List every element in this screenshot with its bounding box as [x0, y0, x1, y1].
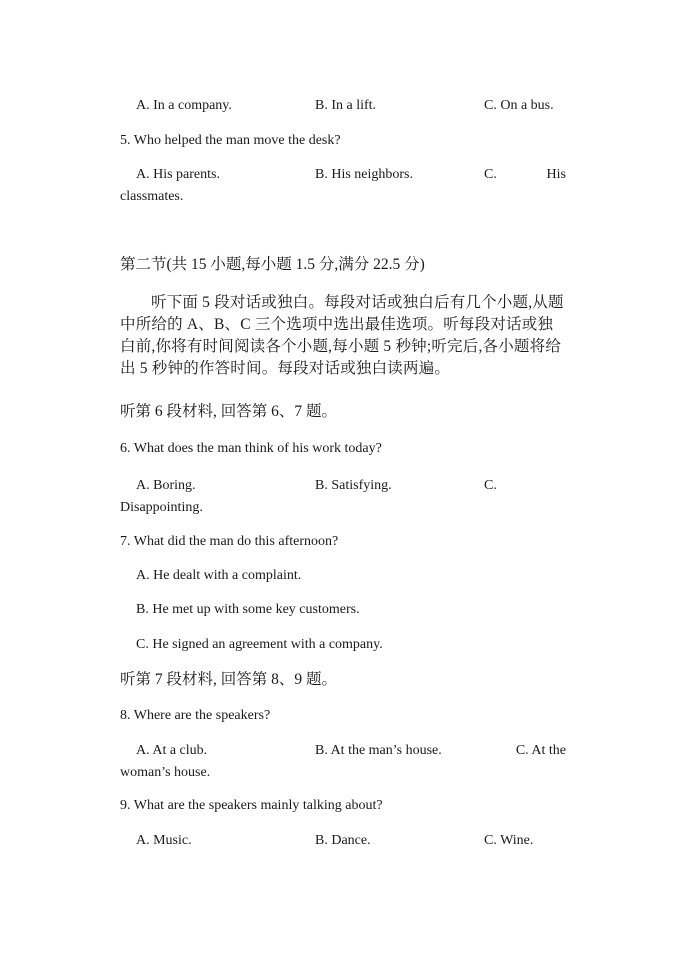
- q5-options: [120, 166, 566, 183]
- q8-option-c-continued: woman’s house.: [120, 765, 211, 780]
- q9-option-b: B. Dance.: [315, 833, 371, 848]
- q5-option-b: B. His neighbors.: [315, 167, 413, 182]
- section2-heading: 第二节(共 15 小题,每小题 1.5 分,满分 22.5 分): [120, 256, 425, 273]
- instructions-text: 听下面 5 段对话或独白。每段对话或独白后有几个小题,从题中所给的 A、B、C 三个选项中选出最佳选项。听每段对话或独白前,你将有时间阅读各个小题,每小题 5 秒钟;听完后,各小题将给出 5 秒钟的作答时间。每段对话或独白读两遍。: [120, 294, 564, 377]
- q6-options: [120, 477, 566, 494]
- q6-option-b: B. Satisfying.: [315, 478, 392, 493]
- q4-options: [120, 97, 566, 114]
- section2-instructions: [120, 292, 568, 380]
- q8-option-c: C. At the: [515, 743, 566, 758]
- q8-options: [120, 742, 566, 759]
- q7-stem: 7. What did the man do this afternoon?: [120, 534, 339, 549]
- q6-option-a: A. Boring.: [136, 478, 196, 493]
- q8-option-b: B. At the man’s house.: [315, 743, 442, 758]
- q9-option-a: A. Music.: [136, 833, 192, 848]
- q5-option-c-letter: C.: [484, 167, 497, 182]
- material6-heading: 听第 6 段材料, 回答第 6、7 题。: [120, 403, 338, 420]
- q6-option-c-continued: Disappointing.: [120, 500, 203, 515]
- q9-option-c: C. Wine.: [484, 833, 534, 848]
- material7-heading: 听第 7 段材料, 回答第 8、9 题。: [120, 671, 338, 688]
- q5-option-c-word: His: [546, 167, 566, 182]
- q4-option-c: C. On a bus.: [484, 98, 554, 113]
- q6-stem: 6. What does the man think of his work today?: [120, 441, 382, 456]
- q9-stem: 9. What are the speakers mainly talking about?: [120, 798, 383, 813]
- q5-option-c-continued: classmates.: [120, 189, 184, 204]
- q8-stem: 8. Where are the speakers?: [120, 708, 271, 723]
- q5-option-a: A. His parents.: [136, 167, 220, 182]
- q7-option-b: B. He met up with some key customers.: [136, 602, 360, 617]
- q4-option-b: B. In a lift.: [315, 98, 377, 113]
- q4-option-a: A. In a company.: [136, 98, 232, 113]
- q5-stem: 5. Who helped the man move the desk?: [120, 133, 341, 148]
- q6-option-c-letter: C.: [484, 478, 497, 493]
- q7-option-a: A. He dealt with a complaint.: [136, 568, 302, 583]
- q8-option-a: A. At a club.: [136, 743, 208, 758]
- q9-options: [120, 832, 566, 849]
- q7-option-c: C. He signed an agreement with a company.: [136, 637, 383, 652]
